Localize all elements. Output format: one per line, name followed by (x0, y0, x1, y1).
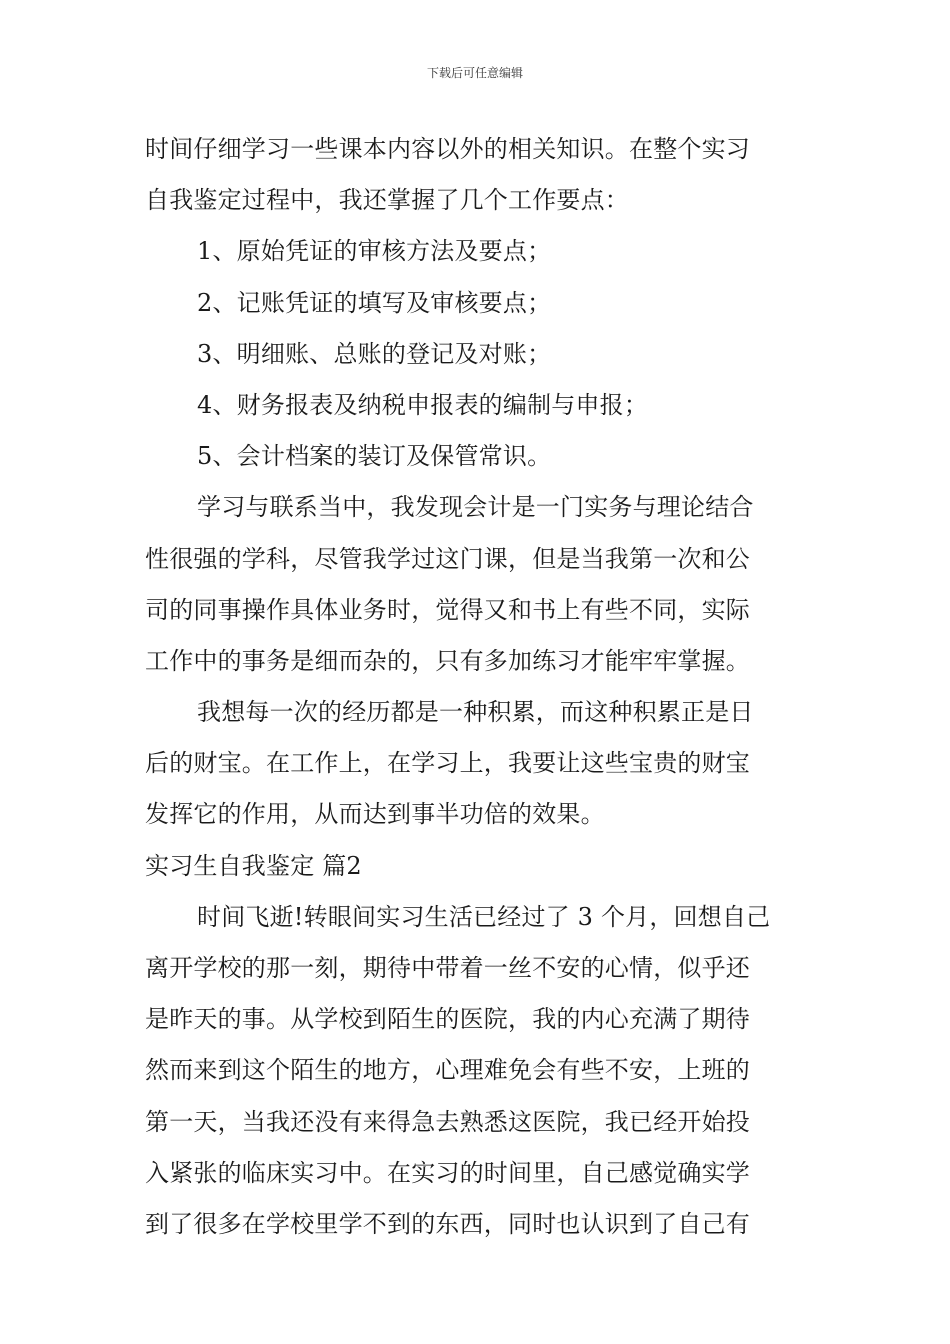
paragraph-line: 学习与联系当中，我发现会计是一门实务与理论结合 (197, 493, 754, 522)
paragraph-line: 性很强的学科，尽管我学过这门课，但是当我第一次和公 (145, 544, 750, 573)
paragraph-line: 自我鉴定过程中，我还掌握了几个工作要点： (145, 186, 629, 215)
paragraph-line: 然而来到这个陌生的地方，心理难免会有些不安，上班的 (145, 1056, 750, 1085)
document-body (145, 124, 807, 1250)
paragraph-line: 后的财宝。在工作上，在学习上，我要让这些宝贵的财宝 (145, 749, 750, 778)
section-title: 实习生自我鉴定 篇2 (145, 851, 362, 880)
paragraph-line: 入紧张的临床实习中。在实习的时间里，自己感觉确实学 (145, 1158, 750, 1187)
paragraph-line: 时间仔细学习一些课本内容以外的相关知识。在整个实习 (145, 135, 750, 163)
paragraph-line: 第一天，当我还没有来得急去熟悉这医院，我已经开始投 (145, 1107, 750, 1136)
paragraph-line: 司的同事操作具体业务时，觉得又和书上有些不同，实际 (145, 595, 750, 624)
paragraph-line: 离开学校的那一刻，期待中带着一丝不安的心情，似乎还 (145, 954, 750, 982)
list-item: 1、原始凭证的审核方法及要点； (197, 237, 552, 266)
paragraph-line: 到了很多在学校里学不到的东西，同时也认识到了自己有 (145, 1209, 750, 1238)
list-item: 4、财务报表及纳税申报表的编制与申报； (197, 390, 649, 419)
list-item: 2、记账凭证的填写及审核要点； (197, 288, 552, 317)
paragraph-line: 工作中的事务是细而杂的，只有多加练习才能牢牢掌握。 (145, 646, 750, 675)
list-item: 5、会计档案的装订及保管常识。 (197, 442, 552, 471)
paragraph-line: 时间飞逝!转眼间实习生活已经过了 3 个月，回想自己 (197, 902, 771, 931)
page-header: 下载后可任意编辑 (426, 66, 523, 80)
paragraph-line: 是昨天的事。从学校到陌生的医院，我的内心充满了期待 (145, 1005, 750, 1034)
list-item: 3、明细账、总账的登记及对账； (197, 339, 552, 368)
paragraph-line: 发挥它的作用，从而达到事半功倍的效果。 (145, 800, 605, 829)
paragraph-line: 我想每一次的经历都是一种积累，而这种积累正是日 (197, 698, 754, 727)
